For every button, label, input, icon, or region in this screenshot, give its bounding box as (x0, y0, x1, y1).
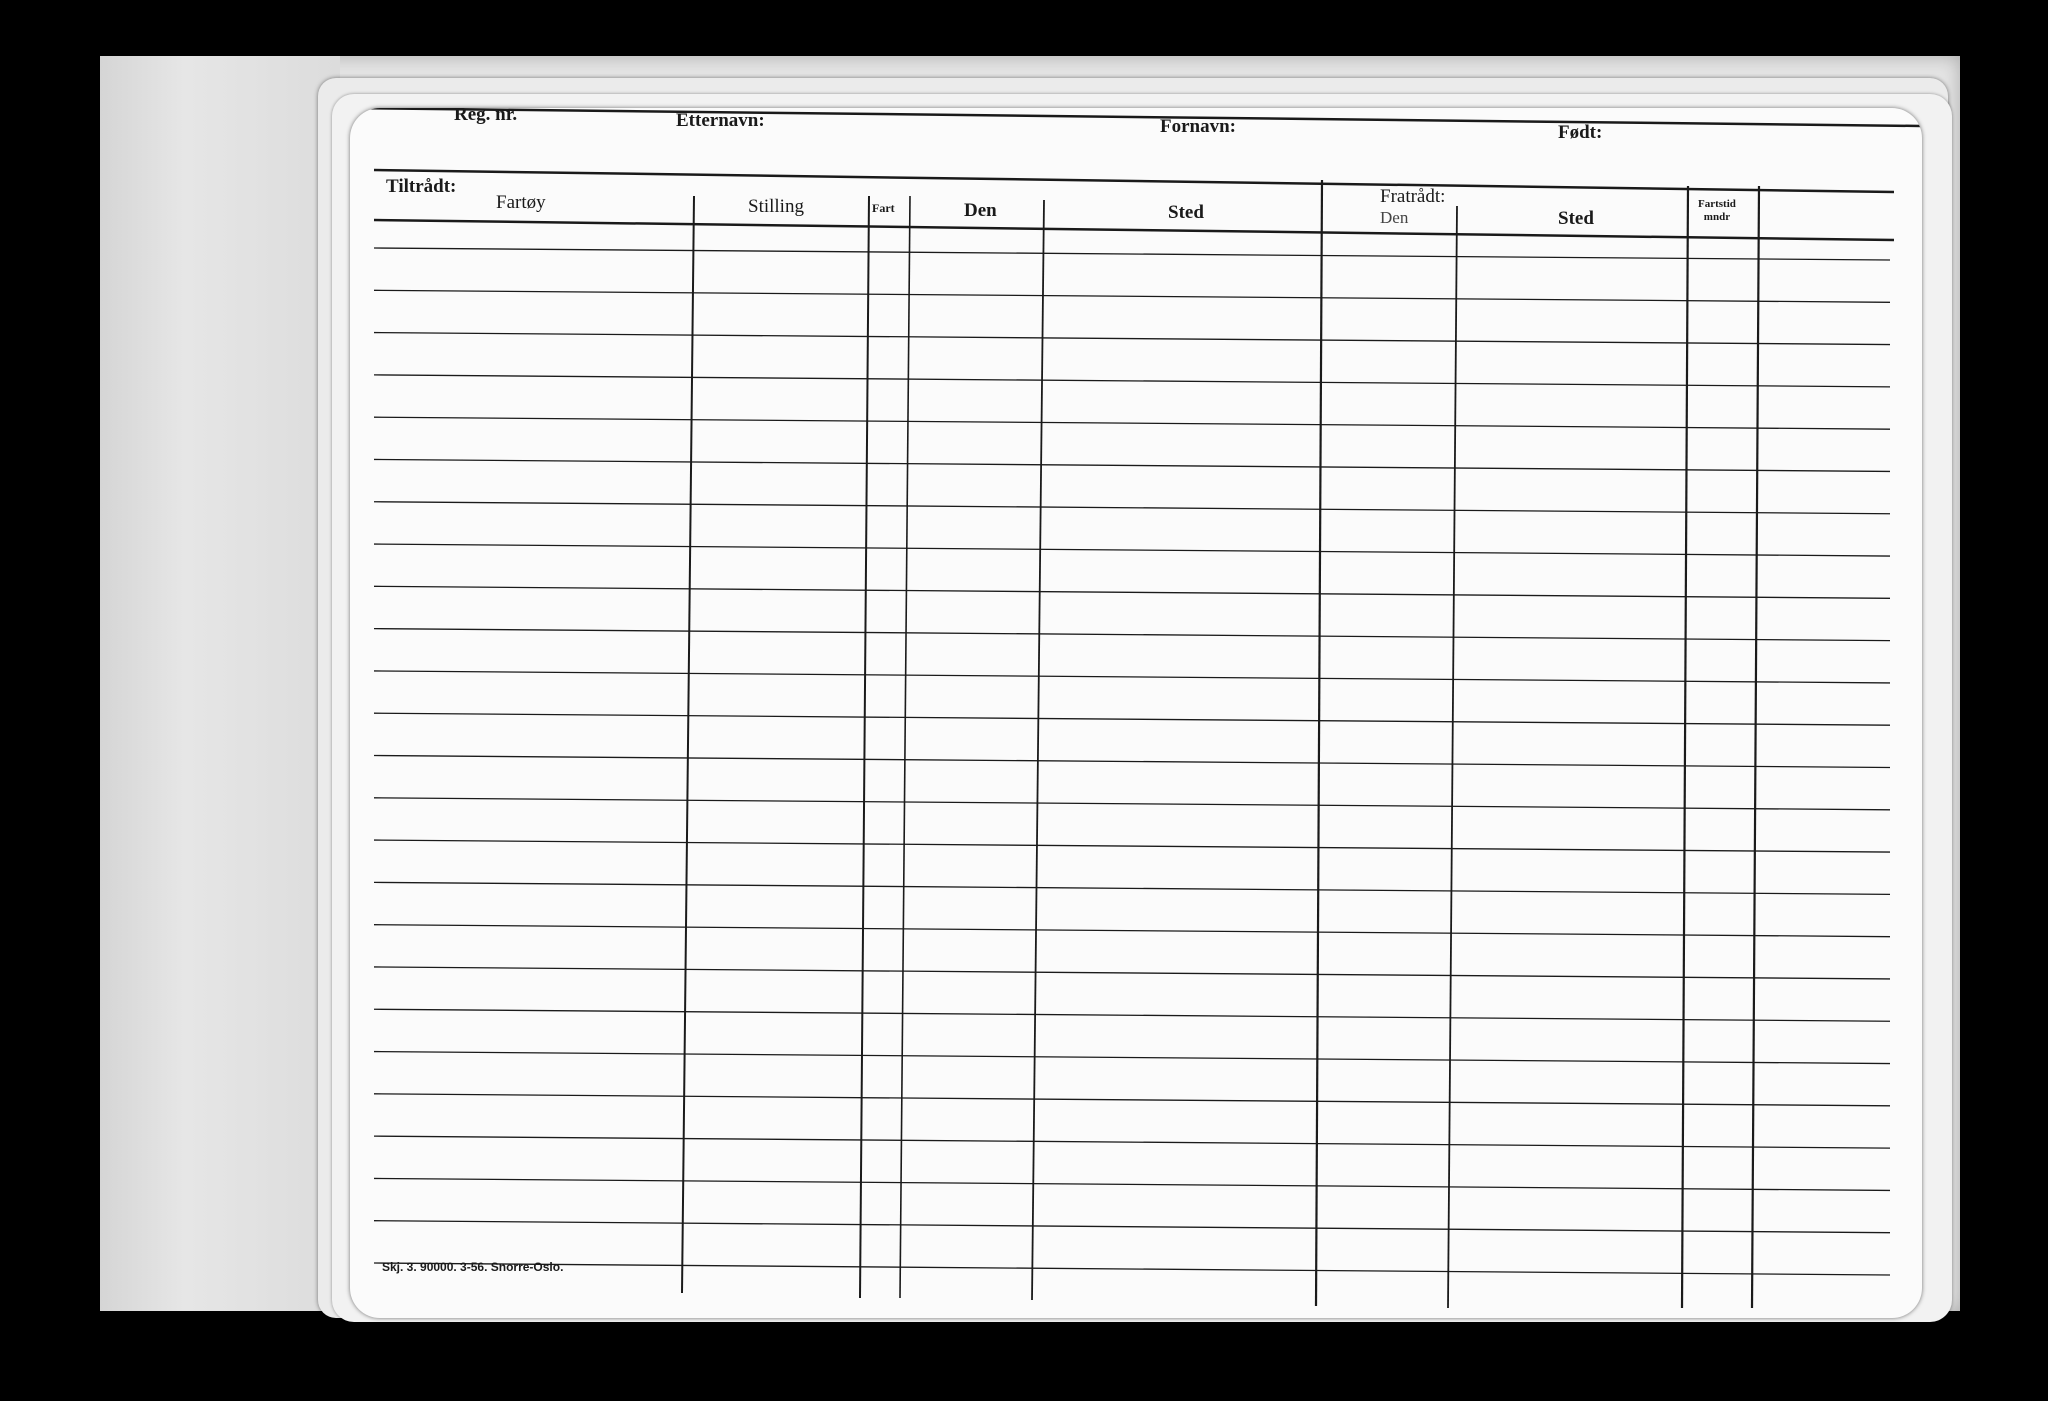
etternavn-label: Etternavn: (676, 110, 765, 131)
row-line (374, 375, 1890, 387)
row-line (374, 1009, 1890, 1021)
table-top-rule (374, 170, 1894, 192)
column-divider (860, 196, 869, 1298)
sted-out-column-header: Sted (1558, 208, 1594, 229)
card-grid-lines (350, 108, 1922, 1318)
column-divider (1032, 200, 1044, 1300)
fartstid-line2: mndr (1703, 211, 1731, 223)
row-line (374, 417, 1890, 429)
row-line (374, 756, 1890, 768)
fodt-label: Født: (1558, 122, 1603, 143)
row-line (374, 544, 1890, 556)
fartoy-column-header: Fartøy (496, 192, 546, 213)
print-info-footer: Skj. 3. 90000. 3-56. Snorre-Oslo. (382, 1260, 564, 1274)
sted-in-column-header: Sted (1168, 202, 1204, 223)
column-divider (1682, 186, 1688, 1308)
fornavn-label: Fornavn: (1160, 116, 1236, 137)
header-bottom-rule (374, 220, 1894, 240)
row-line (374, 290, 1890, 302)
row-line (374, 967, 1890, 979)
row-line (374, 882, 1890, 894)
reg-nr-label: Reg. nr. (454, 108, 518, 125)
column-divider (1752, 186, 1759, 1308)
row-line (374, 713, 1890, 725)
row-line (374, 1136, 1890, 1148)
row-line (374, 798, 1890, 810)
column-divider (900, 196, 910, 1298)
row-line (374, 1221, 1890, 1233)
fartstid-column-header (1698, 198, 1736, 224)
row-line (374, 925, 1890, 937)
den-in-column-header: Den (964, 200, 997, 221)
fratradt-label: Fratrådt: (1380, 186, 1446, 207)
row-line (374, 333, 1890, 345)
row-line (374, 840, 1890, 852)
column-divider (1316, 180, 1322, 1306)
row-line (374, 502, 1890, 514)
row-line (374, 459, 1890, 471)
den-out-column-header: Den (1380, 208, 1409, 227)
header-top-rule (350, 108, 1922, 126)
row-line (374, 1263, 1890, 1275)
row-line (374, 1094, 1890, 1106)
row-line (374, 671, 1890, 683)
row-line (374, 1052, 1890, 1064)
tiltradt-label: Tiltrådt: (386, 176, 457, 197)
fart-column-header: Fart (872, 201, 895, 215)
folder-left-flap (100, 56, 340, 1311)
row-line (374, 586, 1890, 598)
stilling-column-header: Stilling (748, 196, 804, 217)
row-line (374, 248, 1890, 260)
seaman-record-card (350, 108, 1922, 1318)
row-line (374, 629, 1890, 641)
row-line (374, 1178, 1890, 1190)
column-divider (1448, 206, 1457, 1308)
fartstid-line1: Fartstid (1698, 198, 1736, 210)
column-divider (682, 196, 694, 1293)
